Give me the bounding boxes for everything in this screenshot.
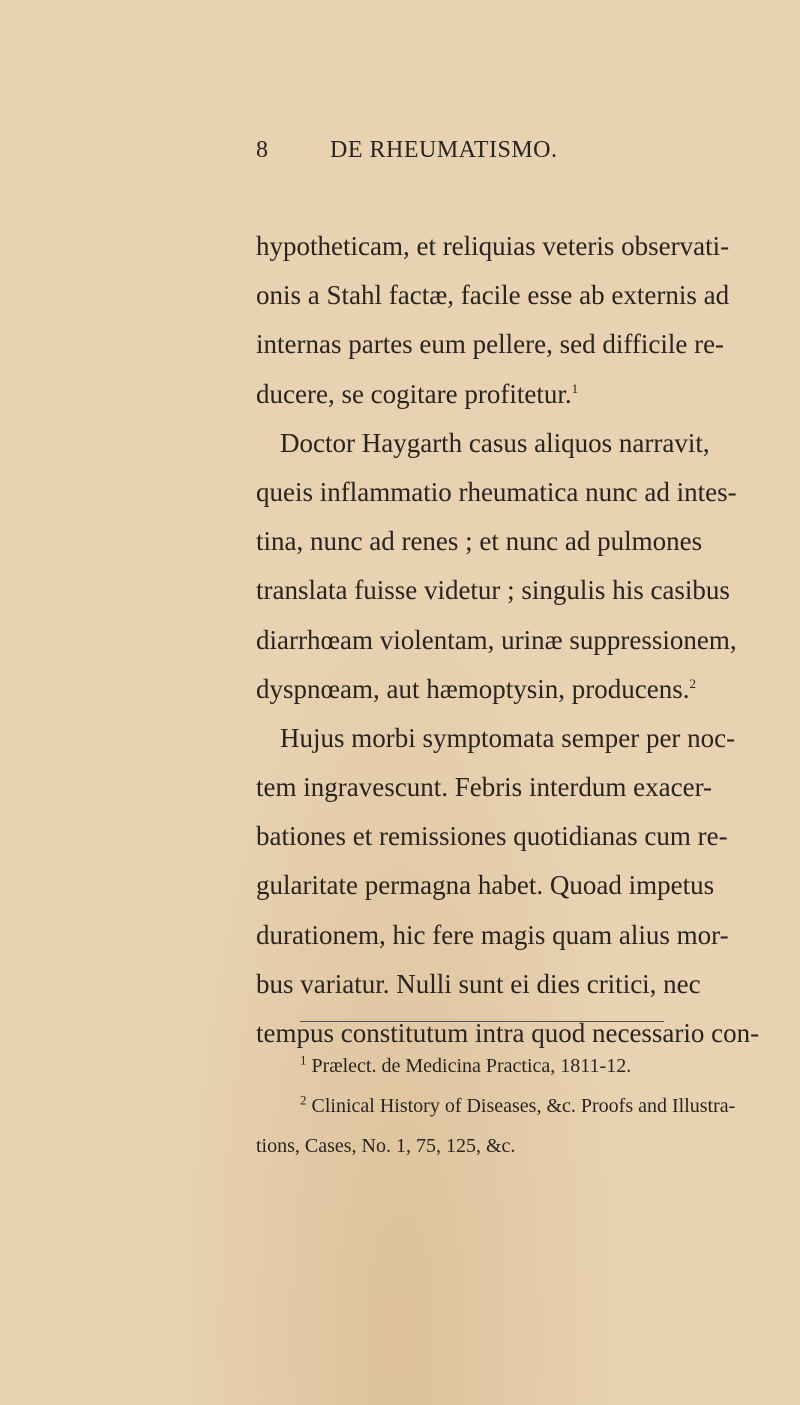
text-line — [256, 665, 696, 714]
text-line: onis a Stahl factæ, facile esse ab externis ad — [256, 280, 730, 311]
footnote-2-continued — [256, 1126, 666, 1166]
text-line-content: dyspnœam, aut hæmoptysin, producens. — [256, 673, 690, 704]
running-title: DE RHEUMATISMO. — [330, 137, 558, 163]
text-line: gularitate permagna habet. Quoad impetus — [256, 870, 715, 901]
footnote-ref: 1 — [571, 380, 579, 396]
text-line: tem ingravescunt. Febris interdum exacer- — [256, 772, 713, 803]
footnote-2 — [256, 1086, 736, 1126]
footnote-rule — [300, 1021, 664, 1022]
text-line: internas partes eum pellere, sed difficile re- — [256, 329, 725, 360]
text-line: queis inflammatio rheumatica nunc ad intes- — [256, 476, 737, 507]
text-line: bationes et remissiones quotidianas cum re- — [256, 821, 728, 852]
text-line: tempus constitutum intra quod necessario con- — [256, 1018, 760, 1048]
footnote-text: Clinical History of Diseases, &c. Proofs and Illustra- — [311, 1095, 736, 1117]
footnote-text: tions, Cases, No. 1, 75, 125, &c. — [256, 1135, 516, 1157]
text-line — [256, 370, 664, 419]
footnote-1 — [256, 1046, 666, 1086]
text-line: durationem, hic fere magis quam alius mor- — [256, 919, 729, 950]
page-number: 8 — [256, 137, 268, 163]
footnote-text: Prælect. de Medicina Practica, 1811-12. — [311, 1055, 632, 1077]
body-text — [256, 222, 760, 1058]
text-line: translata fuisse videtur ; singulis his casibus — [256, 575, 730, 606]
text-line: hypotheticam, et reliquias veteris observati- — [256, 231, 730, 261]
footnote-ref: 2 — [689, 675, 696, 691]
text-line: Hujus morbi symptomata semper per noc- — [280, 722, 736, 753]
text-line: tina, nunc ad renes ; et nunc ad pulmones — [256, 526, 703, 557]
text-line: diarrhœam violentam, urinæ suppressionem, — [256, 624, 737, 655]
footnote-mark: 1 — [300, 1052, 307, 1068]
page-header — [256, 137, 666, 173]
text-line: bus variatur. Nulli sunt ei dies critici, nec — [256, 968, 701, 999]
footnote-mark: 2 — [300, 1092, 307, 1108]
text-line-content: ducere, se cogitare profitetur. — [256, 378, 572, 409]
text-line: Doctor Haygarth casus aliquos narravit, — [280, 427, 710, 458]
